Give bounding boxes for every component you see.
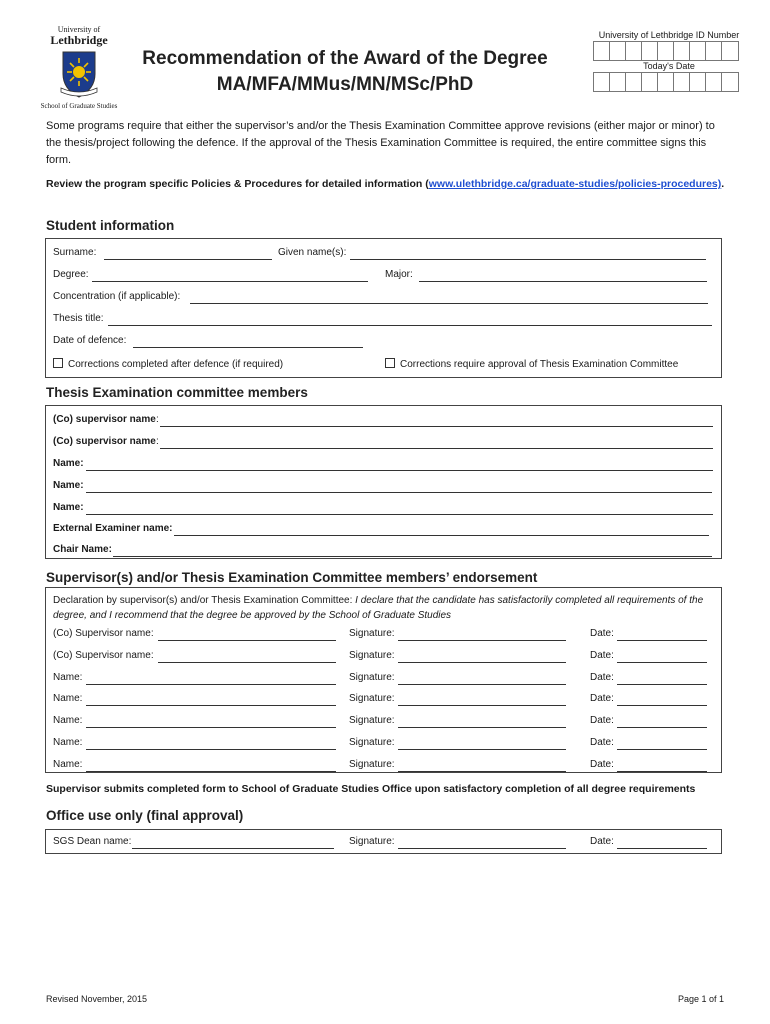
endorser-date-field[interactable] [617, 662, 707, 663]
committee-row-field[interactable] [160, 448, 713, 449]
committee-row-field[interactable] [86, 492, 712, 493]
endorser-signature-field[interactable] [398, 705, 566, 706]
committee-panel: (Co) supervisor name : (Co) supervisor name : Name: Name: Name: External Examiner name: Chair Name: [45, 405, 722, 559]
declaration-statement: I declare that the candidate has satisfactorily completed all requirements of the degree, and I recommend that the degree be approved by the School of Graduate Studies [53, 595, 704, 621]
student-info-heading: Student information [46, 218, 175, 233]
committee-row-label: External Examiner name: [53, 523, 173, 534]
endorser-signature-field[interactable] [398, 749, 566, 750]
corrections-approval-label: Corrections require approval of Thesis Examination Committee [400, 359, 679, 370]
crest-icon [59, 48, 99, 100]
endorser-name-field[interactable] [86, 771, 336, 772]
declaration-text [53, 593, 718, 623]
committee-row-label: (Co) supervisor name [53, 414, 156, 425]
endorser-date-field[interactable] [617, 705, 707, 706]
committee-row-label: Chair Name: [53, 544, 112, 555]
committee-row-field[interactable] [160, 426, 713, 427]
corrections-approval-option[interactable] [385, 358, 678, 370]
endorser-date-label: Date: [590, 715, 614, 727]
endorser-signature-label: Signature: [349, 693, 395, 705]
endorser-signature-field[interactable] [398, 640, 566, 641]
committee-row-field[interactable] [113, 556, 712, 557]
endorser-name-label: (Co) Supervisor name: [53, 649, 154, 661]
thesis-title-label: Thesis title: [53, 313, 104, 324]
endorser-date-field[interactable] [617, 640, 707, 641]
committee-row-label: Name: [53, 458, 84, 469]
endorser-signature-field[interactable] [398, 684, 566, 685]
corrections-completed-option[interactable] [53, 358, 283, 370]
endorser-date-label: Date: [590, 649, 614, 661]
page-number: Page 1 of 1 [677, 994, 724, 1004]
endorser-name-label: Name: [53, 671, 83, 683]
endorser-date-label: Date: [590, 737, 614, 748]
dean-name-label: SGS Dean name: [53, 836, 132, 847]
endorser-date-field[interactable] [617, 771, 707, 772]
office-use-panel [45, 829, 722, 854]
intro-paragraph: Some programs require that either the supervisor’s and/or the Thesis Examination Committee approve revisions (either major or minor) to the thesis/project following the defence. If the approval of the Thesis Examination Committee is required, the entire committee signs this form. [46, 120, 715, 166]
defence-date-label: Date of defence: [53, 335, 127, 346]
endorser-name-field[interactable] [86, 727, 336, 728]
checkbox-icon[interactable] [53, 358, 63, 368]
university-logo [40, 26, 118, 110]
id-number-label: University of Lethbridge ID Number [598, 30, 740, 40]
page-title: Recommendation of the Award of the Degree [142, 48, 548, 69]
endorser-name-field[interactable] [86, 705, 336, 706]
endorser-name-label: Name: [53, 758, 83, 770]
endorser-signature-label: Signature: [349, 737, 395, 748]
concentration-field[interactable] [190, 303, 708, 304]
endorser-signature-label: Signature: [349, 649, 395, 661]
endorser-date-field[interactable] [617, 749, 707, 750]
dean-name-field[interactable] [132, 848, 334, 849]
endorser-name-field[interactable] [158, 662, 336, 663]
dean-date-label: Date: [590, 836, 614, 847]
id-number-boxes[interactable] [593, 41, 739, 61]
dean-date-field[interactable] [617, 848, 707, 849]
logo-school-name: School of Graduate Studies [40, 102, 118, 110]
endorser-date-label: Date: [590, 693, 614, 705]
endorser-signature-field[interactable] [398, 771, 566, 772]
major-field[interactable] [419, 281, 707, 282]
endorser-date-label: Date: [590, 671, 614, 683]
degree-label: Degree: [53, 269, 89, 280]
defence-date-field[interactable] [133, 347, 363, 348]
committee-heading: Thesis Examination committee members [46, 385, 308, 400]
endorsement-heading: Supervisor(s) and/or Thesis Examination Committee members’ endorsement [46, 570, 538, 585]
endorser-date-label: Date: [590, 758, 614, 770]
office-use-heading: Office use only (final approval) [46, 808, 244, 823]
review-policies-note [46, 176, 726, 192]
endorser-name-field[interactable] [86, 684, 336, 685]
committee-row-label: Name: [53, 480, 84, 491]
dean-signature-field[interactable] [398, 848, 566, 849]
endorser-signature-label: Signature: [349, 671, 395, 683]
major-label: Major: [385, 269, 413, 280]
submission-note: Supervisor submits completed form to School of Graduate Studies Office upon satisfactory completion of all degree requirements [46, 783, 696, 795]
committee-row-label: (Co) supervisor name [53, 436, 156, 447]
todays-date-label: Today's Date [643, 61, 695, 71]
page-subtitle: MA/MFA/MMus/MN/MSc/PhD [216, 74, 474, 95]
logo-lethbridge: Lethbridge [50, 33, 108, 47]
review-prefix: Review the program specific Policies & Procedures for detailed information ( [46, 178, 429, 190]
endorser-name-field[interactable] [158, 640, 336, 641]
endorser-signature-field[interactable] [398, 662, 566, 663]
revision-date: Revised November, 2015 [46, 994, 148, 1004]
endorser-signature-label: Signature: [349, 715, 395, 727]
review-suffix: . [721, 178, 725, 190]
endorser-date-field[interactable] [617, 727, 707, 728]
endorser-name-label: Name: [53, 737, 83, 748]
endorser-date-label: Date: [590, 628, 614, 639]
surname-label: Surname: [53, 247, 97, 258]
committee-row-field[interactable] [86, 514, 713, 515]
endorser-date-field[interactable] [617, 684, 707, 685]
endorser-signature-field[interactable] [398, 727, 566, 728]
dean-signature-label: Signature: [349, 836, 395, 847]
endorser-signature-label: Signature: [349, 758, 395, 770]
committee-row-label: Name: [53, 502, 84, 513]
given-names-field[interactable] [350, 259, 706, 260]
endorsement-panel [45, 587, 722, 773]
todays-date-boxes[interactable] [593, 72, 739, 92]
surname-field[interactable] [104, 259, 272, 260]
policies-link[interactable]: www.ulethbridge.ca/graduate-studies/policies-procedures) [428, 178, 722, 190]
concentration-label: Concentration (if applicable): [53, 291, 181, 302]
declaration-prefix: Declaration by supervisor(s) and/or Thesis Examination Committee: [53, 595, 356, 606]
committee-row-field[interactable] [86, 470, 713, 471]
student-info-panel [45, 238, 722, 378]
degree-field[interactable] [92, 281, 368, 282]
checkbox-icon[interactable] [385, 358, 395, 368]
given-names-label: Given name(s): [278, 247, 347, 258]
endorser-name-label: (Co) Supervisor name: [53, 628, 154, 639]
logo-university-of: University of [57, 25, 101, 34]
corrections-completed-label: Corrections completed after defence (if required) [68, 359, 284, 370]
endorser-name-label: Name: [53, 715, 83, 727]
committee-row-field[interactable] [174, 535, 709, 536]
endorser-signature-label: Signature: [349, 628, 395, 639]
thesis-title-field[interactable] [108, 325, 712, 326]
endorser-name-field[interactable] [86, 749, 336, 750]
endorser-name-label: Name: [53, 693, 83, 705]
